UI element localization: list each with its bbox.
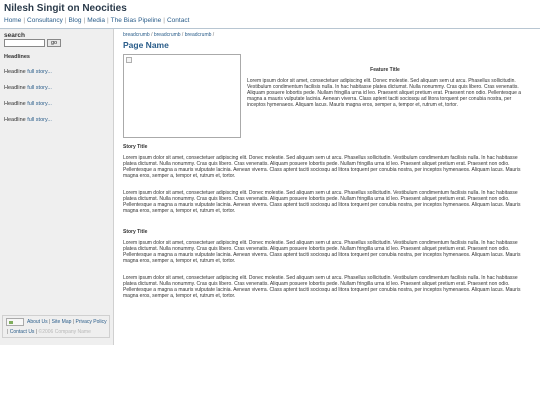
feature-text: Lorem ipsum dolor sit amet, consectetuer adipiscing elit. Donec molestie. Sed aliquam sem ut arcu. Phasellus sollicitudin. Vestibulum condimentum facilisis nulla. In hac habitasse platea dictumst. Nulla nonummy. Cras quis libero. Cras venenatis. Aliquam posuere lobortis pede. Nullam fringilla urna id leo. Praesent aliquet pretium erat. Praesent non odio. Pellentesque a magna a mauris vulputate lacinia. Aenean viverra. Class aptent taciti sociosqu ad litora torquent per conubia nostra, per inceptos hymenaeos. Aliquam lacus. Mauris magna eros, semper a, tempor et, rutrum et, tortor. xyxy=(247,78,522,109)
story-paragraph: Lorem ipsum dolor sit amet, consectetuer adipiscing elit. Donec molestie. Sed aliquam sem ut arcu. Phasellus sollicitudin. Vestibulum condimentum facilisis nulla. In hac habitasse platea dictumst. Nulla nonummy. Cras quis libero. Cras venenatis. Aliquam posuere lobortis pede. Nullam fringilla urna id leo. Praesent aliquet pretium erat. Praesent non odio. Pellentesque a magna a mauris vulputate lacinia. Aenean viverra. Class aptent taciti sociosqu ad litora torquent per conubia nostra, per inceptos hymenaeos. Aliquam lacus. Mauris magna eros, semper a, tempor et, rutrum et, tortor. xyxy=(123,155,521,180)
search-label: search xyxy=(4,32,25,39)
site-map-link[interactable]: Site Map xyxy=(51,319,72,325)
breadcrumb-link[interactable]: breadcrumb xyxy=(153,32,181,38)
footer-separator: | xyxy=(48,319,51,325)
badge-image-icon xyxy=(6,318,24,326)
search-go-button[interactable]: go xyxy=(47,39,61,47)
full-story-link[interactable]: full story... xyxy=(27,85,52,91)
sidebar-headline-item xyxy=(4,101,52,107)
sidebar xyxy=(0,29,114,345)
headline-label: Headline xyxy=(4,69,26,75)
top-nav xyxy=(4,17,189,24)
footer-links-secondary xyxy=(7,329,91,335)
contact-us-link[interactable]: Contact Us xyxy=(9,329,35,335)
headline-label: Headline xyxy=(4,117,26,123)
nav-bias-pipeline-link[interactable]: The Bias Pipeline xyxy=(110,17,162,24)
feature-title: Feature Title xyxy=(370,67,400,73)
broken-image-icon xyxy=(126,57,132,63)
breadcrumb: breadcrumb / breadcrumb / breadcrumb / xyxy=(123,32,215,38)
breadcrumb-link[interactable]: breadcrumb xyxy=(184,32,212,38)
about-us-link[interactable]: About Us xyxy=(27,319,48,325)
nav-separator: | xyxy=(106,17,109,24)
footer-links xyxy=(27,319,107,325)
story-paragraph: Lorem ipsum dolor sit amet, consectetuer adipiscing elit. Donec molestie. Sed aliquam sem ut arcu. Phasellus sollicitudin. Vestibulum condimentum facilisis nulla. In hac habitasse platea dictumst. Nulla nonummy. Cras quis libero. Cras venenatis. Aliquam posuere lobortis pede. Nullam fringilla urna id leo. Praesent aliquet pretium erat. Praesent non odio. Pellentesque a magna a mauris vulputate lacinia. Aenean viverra. Class aptent taciti sociosqu ad litora torquent per conubia nostra, per inceptos hymenaeos. Aliquam lacus. Mauris magna eros, semper a, tempor et, rutrum et, tortor. xyxy=(123,275,521,300)
nav-separator: | xyxy=(23,17,26,24)
sidebar-headline-item xyxy=(4,85,52,91)
nav-consultancy-link[interactable]: Consultancy xyxy=(27,17,63,24)
story-title: Story Title xyxy=(123,144,148,150)
sidebar-footer xyxy=(2,315,110,338)
sidebar-headline-item xyxy=(4,117,52,123)
headline-label: Headline xyxy=(4,101,26,107)
headline-label: Headline xyxy=(4,85,26,91)
privacy-policy-link[interactable]: Privacy Policy xyxy=(75,319,107,325)
nav-separator: | xyxy=(163,17,165,24)
nav-media-link[interactable]: Media xyxy=(87,17,105,24)
site-title: Nilesh Singit on Neocities xyxy=(4,3,127,14)
nav-home-link[interactable]: Home xyxy=(4,17,22,24)
search-input[interactable] xyxy=(4,39,45,47)
page-title: Page Name xyxy=(123,40,169,50)
full-story-link[interactable]: full story... xyxy=(27,69,52,75)
full-story-link[interactable]: full story... xyxy=(27,117,52,123)
breadcrumb-link[interactable]: breadcrumb xyxy=(123,32,150,38)
sidebar-headline-item xyxy=(4,69,52,75)
headlines-heading: Headlines xyxy=(4,54,30,60)
nav-contact-link[interactable]: Contact xyxy=(166,17,190,24)
full-story-link[interactable]: full story... xyxy=(27,101,52,107)
footer-separator: | xyxy=(35,329,38,335)
story-paragraph: Lorem ipsum dolor sit amet, consectetuer adipiscing elit. Donec molestie. Sed aliquam sem ut arcu. Phasellus sollicitudin. Vestibulum condimentum facilisis nulla. In hac habitasse platea dictumst. Nulla nonummy. Cras quis libero. Cras venenatis. Aliquam posuere lobortis pede. Nullam fringilla urna id leo. Praesent aliquet pretium erat. Praesent non odio. Pellentesque a magna a mauris vulputate lacinia. Aenean viverra. Class aptent taciti sociosqu ad litora torquent per conubia nostra, per inceptos hymenaeos. Aliquam lacus. Mauris magna eros, semper a, tempor et, rutrum et, tortor. xyxy=(123,190,521,215)
nav-blog-link[interactable]: Blog xyxy=(68,17,82,24)
footer-separator: | xyxy=(72,319,75,325)
story-paragraph: Lorem ipsum dolor sit amet, consectetuer adipiscing elit. Donec molestie. Sed aliquam sem ut arcu. Phasellus sollicitudin. Vestibulum condimentum facilisis nulla. In hac habitasse platea dictumst. Nulla nonummy. Cras quis libero. Cras venenatis. Aliquam posuere lobortis pede. Nullam fringilla urna id leo. Praesent aliquet pretium erat. Praesent non odio. Pellentesque a magna a mauris vulputate lacinia. Aenean viverra. Class aptent taciti sociosqu ad litora torquent per conubia nostra, per inceptos hymenaeos. Aliquam lacus. Mauris magna eros, semper a, tempor et, rutrum et, tortor. xyxy=(123,240,521,265)
feature-image xyxy=(123,54,241,138)
footer-separator: | xyxy=(7,329,9,335)
story-title: Story Title xyxy=(123,229,148,235)
nav-separator: | xyxy=(83,17,86,24)
nav-separator: | xyxy=(64,17,67,24)
copyright-text: ©2006 Company Name xyxy=(38,329,91,335)
